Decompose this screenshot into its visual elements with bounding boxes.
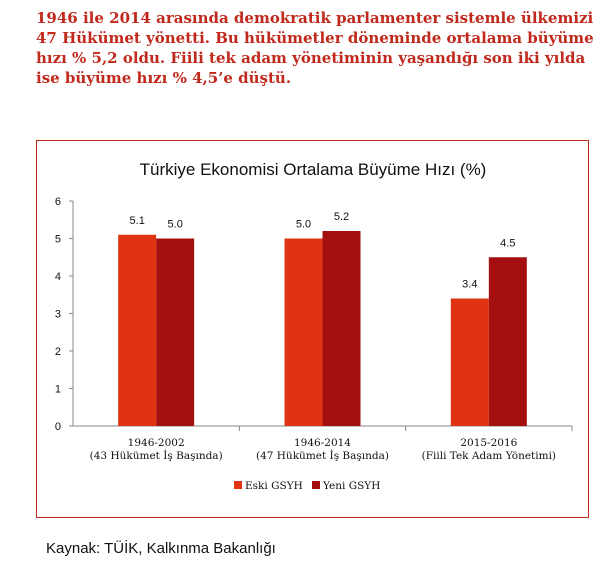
data-label: 3.4 (462, 278, 478, 291)
y-tick-label: 3 (54, 308, 61, 321)
y-tick-label: 0 (54, 421, 61, 433)
y-tick-label: 5 (54, 233, 61, 246)
legend-label: Eski GSYH (245, 480, 303, 492)
data-label: 5.2 (333, 211, 350, 223)
y-tick-label: 6 (54, 196, 61, 208)
legend-label: Yeni GSYH (323, 480, 381, 492)
y-tick-label: 1 (54, 383, 61, 396)
source-note: Kaynak: TÜİK, Kalkınma Bakanlığı (46, 540, 276, 557)
bar (285, 239, 323, 427)
bar (323, 231, 361, 426)
data-label: 5.1 (129, 214, 145, 227)
y-tick-label: 2 (54, 346, 61, 358)
category-label: 2015-2016 (460, 437, 518, 449)
headline: 1946 ile 2014 arasında demokratik parlamenter sistemle ülkemizi 47 Hükümet yönetti. Bu hükümetler döneminde ortalama büyüme hızı % 5,2 oldu. Fiili tek adam yönetiminin yaşandığı son iki yılda ise büyüme hızı % 4,5’e düştü. (36, 9, 594, 87)
data-label: 4.5 (500, 237, 516, 250)
data-label: 5.0 (167, 218, 183, 231)
bar (118, 235, 156, 426)
category-label: (43 Hükümet İş Başında) (89, 450, 223, 462)
bar-chart (37, 141, 590, 519)
bar (156, 239, 194, 427)
chart-title: Türkiye Ekonomisi Ortalama Büyüme Hızı (%) (139, 160, 487, 179)
category-label: (47 Hükümet İş Başında) (255, 450, 390, 462)
data-label: 5.0 (295, 218, 312, 231)
chart-frame (36, 140, 589, 518)
legend-swatch (234, 481, 242, 489)
bar (451, 299, 489, 427)
category-label: 1946-2002 (127, 437, 185, 449)
legend-swatch (312, 481, 320, 489)
y-tick-label: 4 (54, 271, 61, 283)
category-label: 1946-2014 (294, 437, 351, 449)
bar (489, 257, 527, 426)
category-label: (Fiili Tek Adam Yönetimi) (421, 450, 557, 462)
